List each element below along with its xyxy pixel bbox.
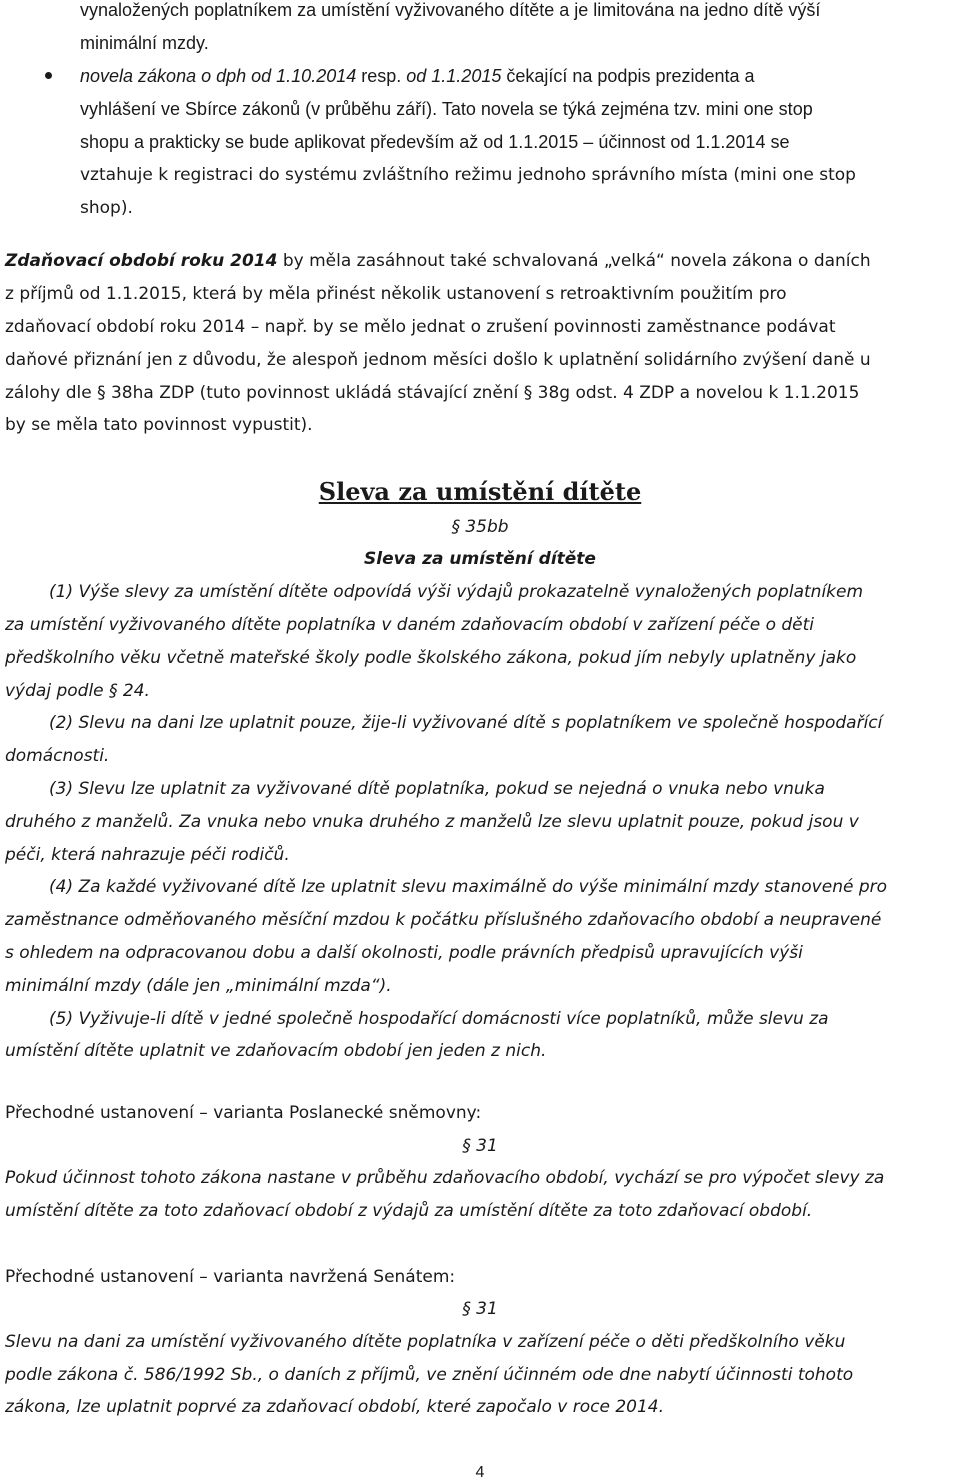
- bullet-line-2: vyhlášení ve Sbírce zákonů (v průběhu září). Tato novela se týká zejména tzv. mini one stop: [80, 99, 813, 119]
- para-1-line-3: předškolního věku včetně mateřské školy podle školského zákona, pokud jím nebyly uplatněny jako: [5, 648, 857, 668]
- para-1-line-1: (1) Výše slevy za umístění dítěte odpovídá výši výdajů prokazatelně vynaložených poplatníkem: [49, 582, 864, 602]
- transition-2-title: Přechodné ustanovení – varianta navržená Senátem:: [5, 1267, 456, 1287]
- para-2-line-2: domácnosti.: [5, 746, 110, 766]
- transition-1-line-2: umístění dítěte za toto zdaňovací období z výdajů za umístění dítěte za toto zdaňovací období.: [5, 1201, 813, 1221]
- transition-2-line-3: zákona, lze uplatnit poprvé za zdaňovací období, které započalo v roce 2014.: [5, 1397, 665, 1417]
- para-4-line-1: (4) Za každé vyživované dítě lze uplatnit slevu maximálně do výše minimální mzdy stanovené pro: [49, 877, 888, 897]
- transition-2-law-ref: podle zákona č. 586/1992 Sb.: [5, 1365, 258, 1385]
- section-title: Sleva za umístění dítěte: [364, 549, 596, 569]
- para-4-line-3: s ohledem na odpracovanou dobu a další okolnosti, podle právních předpisů upravujících výši: [5, 943, 803, 963]
- section-number: § 35bb: [451, 517, 509, 537]
- bullet-line-3: shopu a prakticky se bude aplikovat především až od 1.1.2015 – účinnost od 1.1.2014 se: [80, 132, 790, 152]
- para-2-line-1: (2) Slevu na dani lze uplatnit pouze, žije-li vyživované dítě s poplatníkem ve společně hospodařící: [49, 713, 883, 733]
- bullet-novela-dph: novela zákona o dph od 1.10.2014: [80, 66, 357, 86]
- transition-1-title: Přechodné ustanovení – varianta Poslanecké sněmovny:: [5, 1103, 482, 1123]
- para-5-line-2: umístění dítěte uplatnit ve zdaňovacím období jen jeden z nich.: [5, 1041, 547, 1061]
- para-3-line-2: druhého z manželů. Za vnuka nebo vnuka druhého z manželů lze slevu uplatnit pouze, pokud jsou v: [5, 812, 859, 832]
- bullet-date: od 1.1.2015: [406, 66, 502, 86]
- bullet-line-4: vztahuje k registraci do systému zvláštního režimu jednoho správního místa (mini one stop: [80, 165, 856, 185]
- para-3-line-1: (3) Slevu lze uplatnit za vyživované dítě poplatníka, pokud se nejedná o vnuka nebo vnuka: [49, 779, 825, 799]
- bullet-icon: [45, 72, 52, 79]
- tax-period-line-1: [5, 250, 871, 272]
- para-1-line-2: za umístění vyživovaného dítěte poplatníka v daném zdaňovacím období v zařízení péče o děti: [5, 615, 815, 635]
- bullet-line-5: shop).: [80, 198, 133, 218]
- para-4-line-4: minimální mzdy (dále jen „minimální mzda“).: [5, 976, 392, 996]
- tax-period-line-3: zdaňovací období roku 2014 – např. by se mělo jednat o zrušení povinnosti zaměstnance podávat: [5, 317, 836, 337]
- tax-period-emphasis: Zdaňovací období roku 2014: [5, 251, 278, 271]
- transition-2-line-2-rest: , o daních z příjmů, ve znění účinném ode dne nabytí účinnosti tohoto: [257, 1365, 854, 1385]
- intro-line-2: minimální mzdy.: [80, 33, 209, 53]
- intro-line-1: vynaložených poplatníkem za umístění vyživovaného dítěte a je limitována na jedno dítě výší: [80, 0, 821, 20]
- tax-period-line-4: daňové přiznání jen z důvodu, že alespoň jednom měsíci došlo k uplatnění solidárního zvýšení daně u: [5, 350, 871, 370]
- bullet-line-1: [80, 65, 755, 87]
- transition-2-section: § 31: [462, 1299, 498, 1319]
- bullet-line-1-rest: čekající na podpis prezidenta a: [501, 66, 755, 86]
- para-3-line-3: péči, která nahrazuje péči rodičů.: [5, 845, 290, 865]
- tax-period-line-6: by se měla tato povinnost vypustit).: [5, 415, 313, 435]
- section-heading: Sleva za umístění dítěte: [318, 477, 642, 506]
- tax-period-line-2: z příjmů od 1.1.2015, která by měla přinést několik ustanovení s retroaktivním použitím pro: [5, 284, 787, 304]
- tax-period-line-1-rest: by měla zasáhnout také schvalovaná „velká“ novela zákona o daních: [277, 251, 871, 271]
- para-1-line-4: výdaj podle § 24.: [5, 681, 150, 701]
- bullet-resp: resp.: [356, 66, 407, 86]
- transition-2-line-1: Slevu na dani za umístění vyživovaného dítěte poplatníka v zařízení péče o děti předškolního věku: [5, 1332, 846, 1352]
- transition-1-line-1: Pokud účinnost tohoto zákona nastane v průběhu zdaňovacího období, vychází se pro výpočet slevy za: [5, 1168, 885, 1188]
- para-5-line-1: (5) Vyživuje-li dítě v jedné společně hospodařící domácnosti více poplatníků, může slevu za: [49, 1009, 829, 1029]
- transition-2-line-2: [5, 1364, 853, 1386]
- para-4-line-2: zaměstnance odměňovaného měsíční mzdou k počátku příslušného zdaňovacího období a neupravené: [5, 910, 882, 930]
- page-number: 4: [475, 1464, 485, 1481]
- tax-period-line-5: zálohy dle § 38ha ZDP (tuto povinnost ukládá stávající znění § 38g odst. 4 ZDP a novelou k 1.1.2015: [5, 383, 860, 403]
- transition-1-section: § 31: [462, 1136, 498, 1156]
